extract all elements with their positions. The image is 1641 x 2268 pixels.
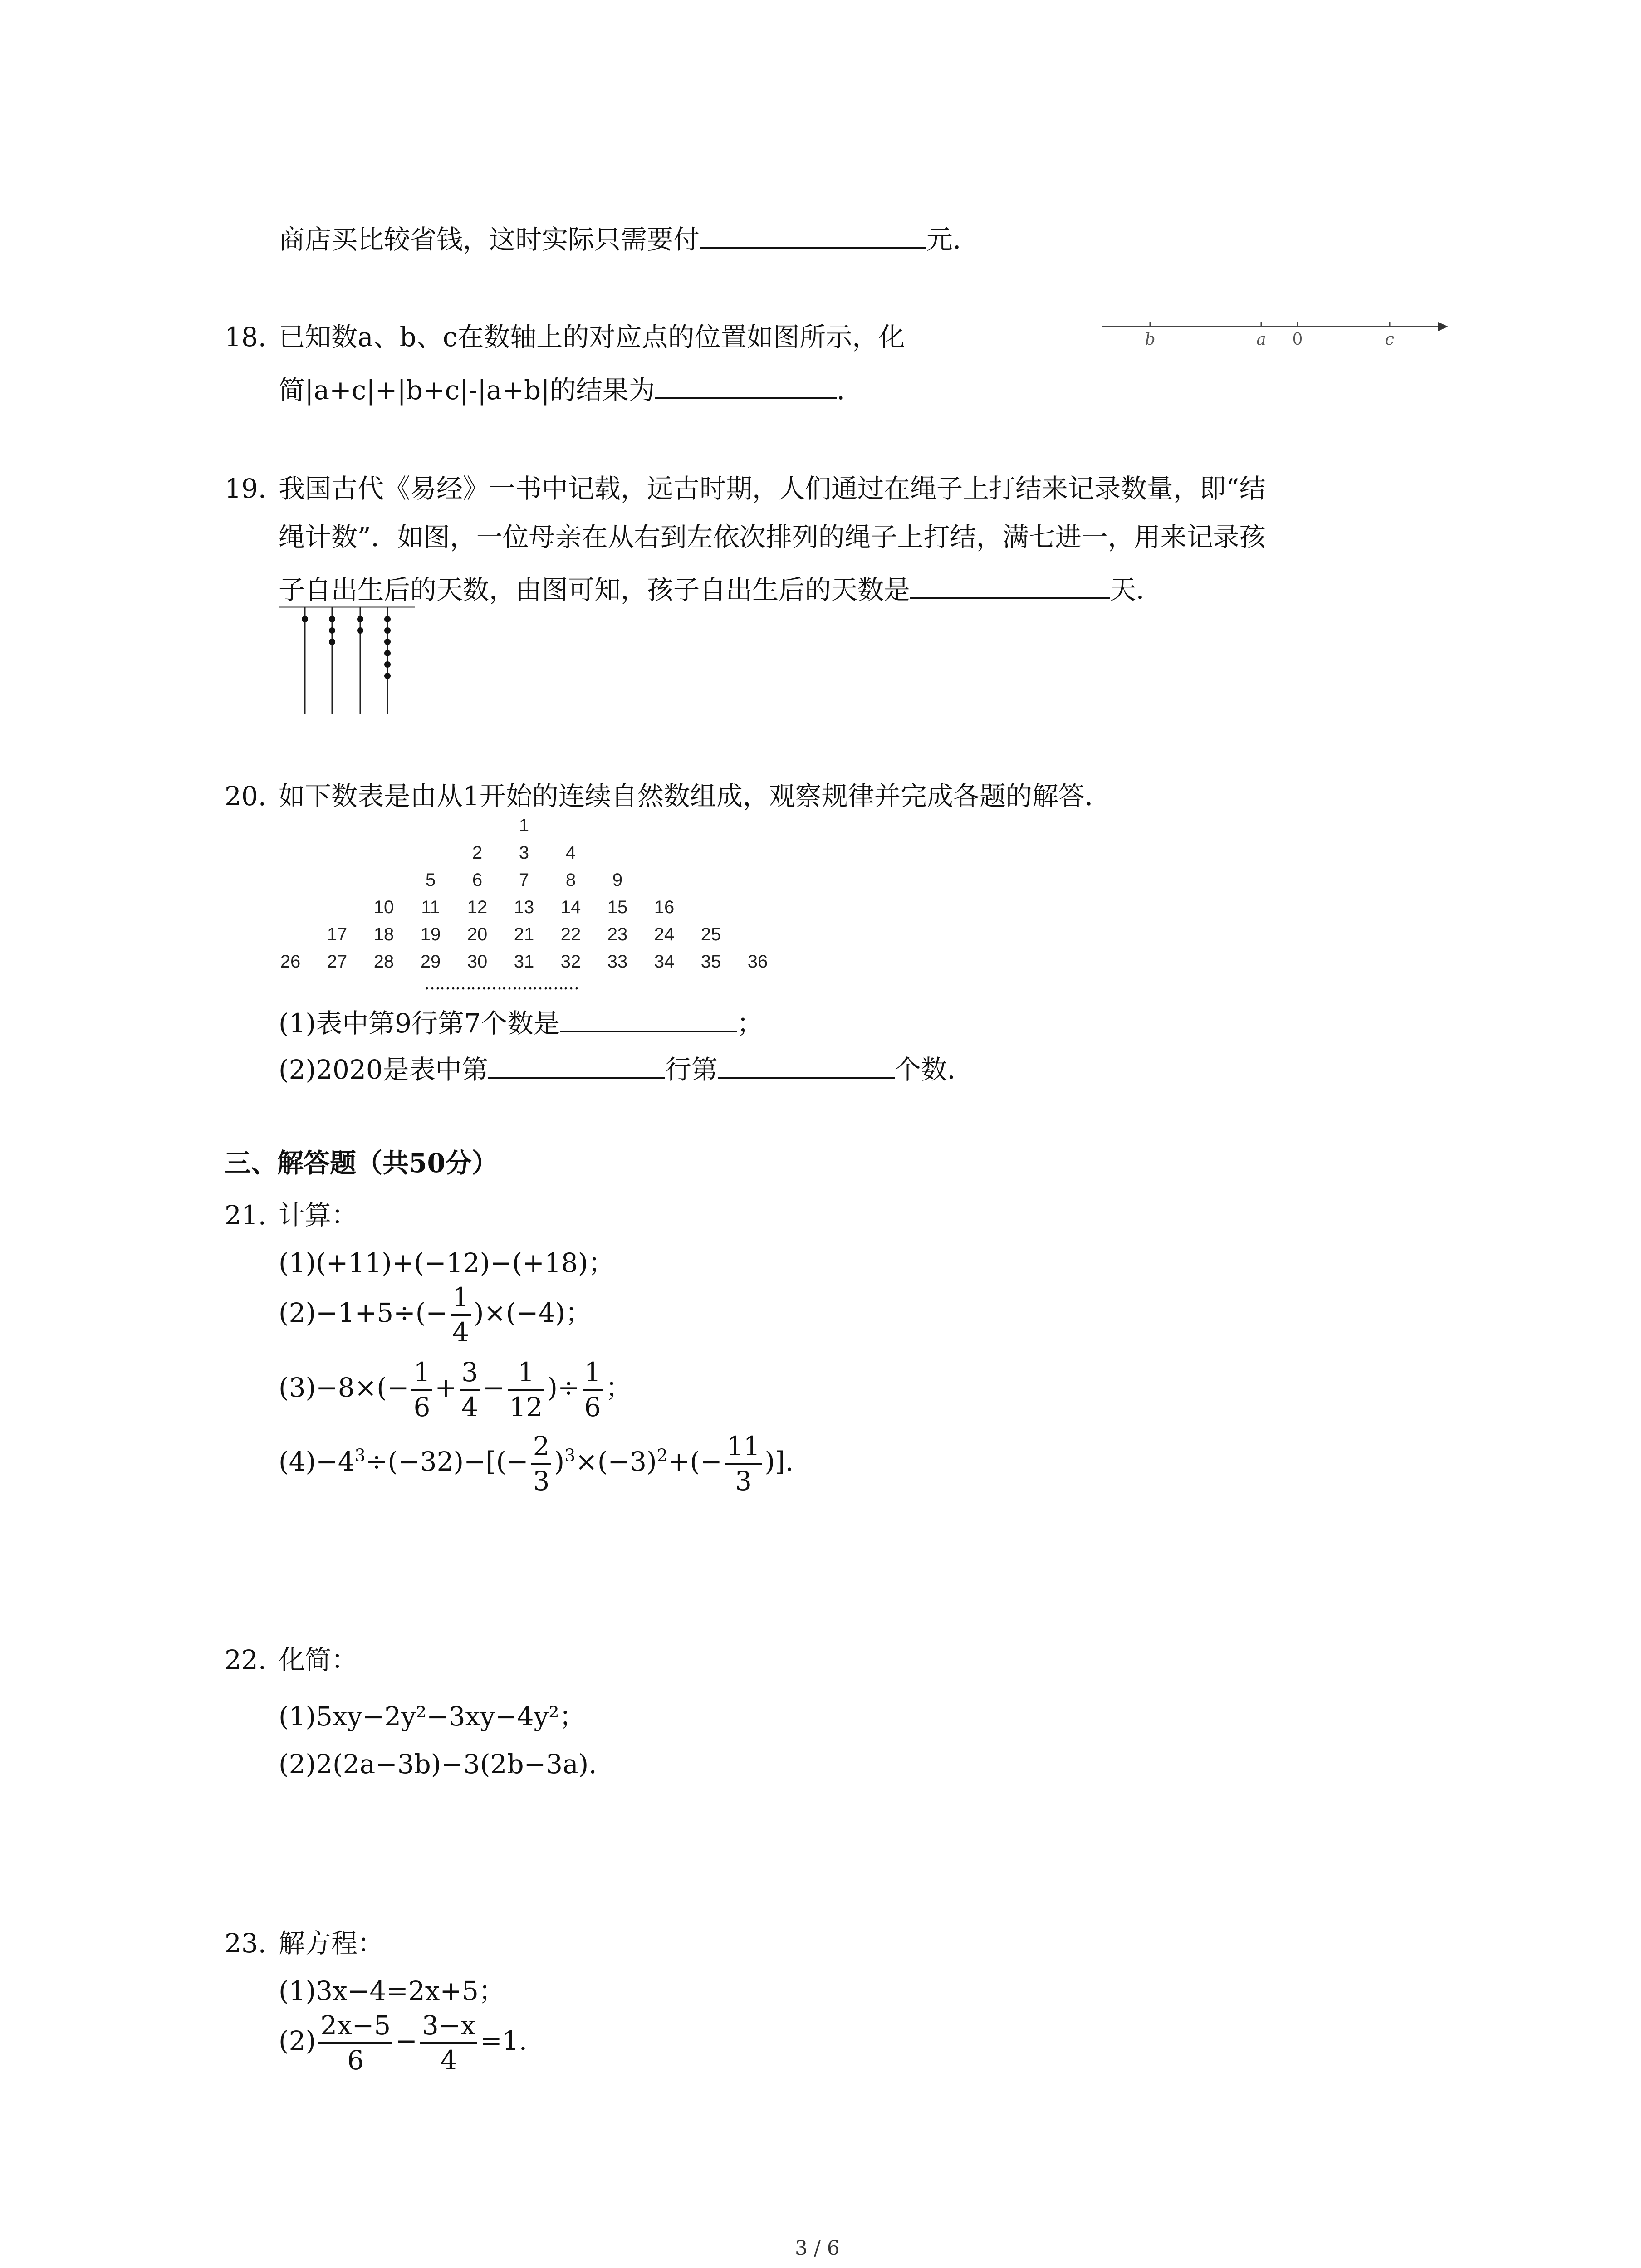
table-number: 12 xyxy=(467,897,488,917)
table-number: 3 xyxy=(519,843,529,863)
q21-part4-d: ×(−3) xyxy=(575,1446,657,1477)
q19-line3-suffix: 天． xyxy=(1110,574,1163,605)
section-3-title: 三、解答题（共50分） xyxy=(225,1148,498,1178)
q20-sub1-answer-blank[interactable] xyxy=(560,1006,737,1032)
q19-number: 19. xyxy=(225,473,267,504)
fraction-denominator: 3 xyxy=(531,1463,552,1495)
table-number: 31 xyxy=(514,952,534,972)
q23-part2-a: (2) xyxy=(279,2025,316,2056)
q23-number: 23. xyxy=(225,1928,267,1959)
fraction xyxy=(508,1359,545,1421)
q19-line3-prefix: 子自出生后的天数，由图可知，孩子自出生后的天数是 xyxy=(279,574,911,605)
q20-intro: 如下数表是由从1开始的连续自然数组成，观察规律并完成各题的解答． xyxy=(279,781,1111,811)
q18-line2-suffix: . xyxy=(836,375,845,406)
number-line-figure xyxy=(1098,313,1452,354)
page-number: 3 / 6 xyxy=(795,2237,840,2260)
table-number: 35 xyxy=(700,952,721,972)
q18-line2-prefix: 简|a+c|+|b+c|-|a+b|的结果为 xyxy=(279,375,655,406)
knot xyxy=(384,616,391,622)
fraction-numerator: 3−x xyxy=(421,2010,476,2041)
q21-part3-a: (3)−8×(− xyxy=(279,1372,409,1403)
fraction xyxy=(531,1432,552,1495)
q23-title: 解方程： xyxy=(279,1928,384,1959)
fraction xyxy=(411,1359,432,1421)
q21-title: 计算： xyxy=(279,1200,358,1231)
q21-part2 xyxy=(279,1284,592,1346)
table-number: 36 xyxy=(747,952,768,972)
q18-line1: 已知数a、b、c在数轴上的对应点的位置如图所示，化 xyxy=(279,322,905,352)
fraction xyxy=(460,1359,480,1421)
fraction-numerator: 2x−5 xyxy=(320,2010,391,2041)
q21-part4-c: ) xyxy=(554,1446,565,1477)
knot xyxy=(384,661,391,668)
knot xyxy=(384,627,391,634)
q21-part4 xyxy=(279,1432,794,1495)
knot xyxy=(384,650,391,656)
fraction-denominator: 6 xyxy=(318,2042,392,2074)
number-table-ellipsis: ………………………… xyxy=(424,975,578,993)
fraction-denominator: 6 xyxy=(411,1389,432,1421)
table-number: 1 xyxy=(519,816,529,836)
knot xyxy=(302,616,308,622)
fraction-denominator: 4 xyxy=(460,1389,480,1421)
table-number: 10 xyxy=(373,897,394,917)
table-number: 8 xyxy=(565,870,576,890)
q19-line1: 我国古代《易经》一书中记载，远古时期，人们通过在绳子上打结来记录数量，即“结 xyxy=(279,473,1266,504)
q22-title: 化简： xyxy=(279,1644,358,1675)
operator: + xyxy=(435,1372,457,1403)
table-number: 34 xyxy=(654,952,675,972)
table-number: 21 xyxy=(514,924,534,944)
q20-sub2 xyxy=(279,1052,974,1083)
knot xyxy=(384,639,391,645)
exponent: 3 xyxy=(564,1445,576,1466)
fraction-numerator: 1 xyxy=(584,1357,601,1388)
q21-part2-a: (2)−1+5÷(− xyxy=(279,1297,448,1328)
knot xyxy=(357,627,363,634)
exponent: 3 xyxy=(354,1445,366,1466)
q21-part2-b: )×(−4)； xyxy=(473,1297,592,1328)
label-zero: 0 xyxy=(1292,330,1303,349)
fraction-numerator: 1 xyxy=(517,1357,534,1388)
table-number: 11 xyxy=(421,897,440,917)
table-number: 14 xyxy=(560,897,581,917)
table-number: 32 xyxy=(560,952,581,972)
label-c: c xyxy=(1385,330,1395,349)
q23-part2-b: =1. xyxy=(480,2025,528,2056)
table-number: 16 xyxy=(654,897,675,917)
label-a: a xyxy=(1256,330,1266,349)
exponent: 2 xyxy=(656,1445,668,1466)
q22-part1: (1)5xy−2y²−3xy−4y²； xyxy=(279,1701,586,1732)
fraction-denominator: 6 xyxy=(583,1389,603,1421)
q21-part3 xyxy=(279,1359,632,1421)
fraction-numerator: 3 xyxy=(461,1357,478,1388)
knot-rope-figure xyxy=(279,606,424,723)
operator: − xyxy=(395,2025,417,2056)
table-number: 18 xyxy=(373,924,394,944)
fraction-numerator: 2 xyxy=(533,1431,550,1461)
q18-line2 xyxy=(279,373,845,406)
fraction xyxy=(451,1284,471,1346)
q20-number: 20. xyxy=(225,781,267,811)
table-number: 24 xyxy=(654,924,675,944)
table-number: 27 xyxy=(327,952,348,972)
q21-part4-e: +(− xyxy=(667,1446,722,1477)
q20-sub2-mid: 行第 xyxy=(665,1054,718,1085)
q23-part2 xyxy=(279,2012,527,2074)
table-number: 2 xyxy=(472,843,483,863)
q19-answer-blank[interactable] xyxy=(910,572,1110,599)
table-number: 22 xyxy=(560,924,581,944)
knot xyxy=(384,673,391,679)
q22-number: 22. xyxy=(225,1644,267,1675)
q21-part4-f: )]. xyxy=(764,1446,794,1477)
q20-sub1-suffix: ； xyxy=(736,1008,763,1039)
q20-sub2-row-blank[interactable] xyxy=(488,1052,665,1079)
q20-sub1 xyxy=(279,1006,763,1039)
fraction-numerator: 1 xyxy=(413,1357,431,1388)
operator: − xyxy=(482,1372,505,1403)
table-number: 4 xyxy=(565,843,576,863)
fraction xyxy=(318,2012,392,2074)
q21-part3-c: ； xyxy=(605,1372,632,1403)
label-b: b xyxy=(1145,330,1156,349)
q19-line2: 绳计数”．如图，一位母亲在从右到左依次排列的绳子上打结，满七进一，用来记录孩 xyxy=(279,522,1266,552)
q17-line xyxy=(279,222,979,253)
fraction-denominator: 4 xyxy=(451,1314,471,1346)
knot xyxy=(329,627,335,634)
table-number: 20 xyxy=(467,924,488,944)
q21-part3-b: )÷ xyxy=(547,1372,580,1403)
fraction-denominator: 3 xyxy=(725,1463,762,1495)
fraction-numerator: 11 xyxy=(726,1431,760,1461)
q21-part4-a: (4)−4 xyxy=(279,1446,355,1477)
table-number: 29 xyxy=(420,952,441,972)
table-number: 17 xyxy=(327,924,348,944)
table-number: 30 xyxy=(467,952,488,972)
q18-answer-blank[interactable] xyxy=(655,373,837,399)
table-number: 23 xyxy=(607,924,628,944)
table-number: 15 xyxy=(607,897,628,917)
table-number: 26 xyxy=(280,952,301,972)
fraction xyxy=(725,1432,762,1495)
fraction xyxy=(420,2012,477,2074)
table-number: 6 xyxy=(472,870,483,890)
q23-part1: (1)3x−4=2x+5； xyxy=(279,1975,505,2006)
q17-answer-blank[interactable] xyxy=(700,222,926,249)
fraction-numerator: 1 xyxy=(452,1282,469,1313)
q20-sub2-suffix: 个数． xyxy=(894,1054,974,1085)
q20-sub1-prefix: (1)表中第9行第7个数是 xyxy=(279,1008,560,1039)
number-line-arrow xyxy=(1438,322,1448,331)
q20-sub2-prefix: (2)2020是表中第 xyxy=(279,1054,488,1085)
table-number: 13 xyxy=(514,897,534,917)
table-number: 5 xyxy=(425,870,436,890)
q17-suffix: 元． xyxy=(926,224,980,255)
q21-part1: (1)(+11)+(−12)−(+18)； xyxy=(279,1247,615,1278)
table-number: 19 xyxy=(420,924,441,944)
q19-line3 xyxy=(279,572,1162,603)
knot xyxy=(329,639,335,645)
q21-number: 21. xyxy=(225,1200,267,1231)
table-number: 28 xyxy=(373,952,394,972)
q18-number: 18. xyxy=(225,322,267,352)
knot xyxy=(357,616,363,622)
table-number: 25 xyxy=(700,924,721,944)
table-number: 9 xyxy=(612,870,623,890)
table-number: 7 xyxy=(519,870,529,890)
table-number: 33 xyxy=(607,952,628,972)
fraction xyxy=(583,1359,603,1421)
q21-part4-b: ÷(−32)−[(− xyxy=(365,1446,529,1477)
fraction-denominator: 12 xyxy=(508,1389,545,1421)
knot xyxy=(329,616,335,622)
fraction-denominator: 4 xyxy=(420,2042,477,2074)
q17-text: 商店买比较省钱，这时实际只需要付 xyxy=(279,224,700,255)
q20-sub2-position-blank[interactable] xyxy=(718,1052,895,1079)
q22-part2: (2)2(2a−3b)−3(2b−3a). xyxy=(279,1749,597,1779)
